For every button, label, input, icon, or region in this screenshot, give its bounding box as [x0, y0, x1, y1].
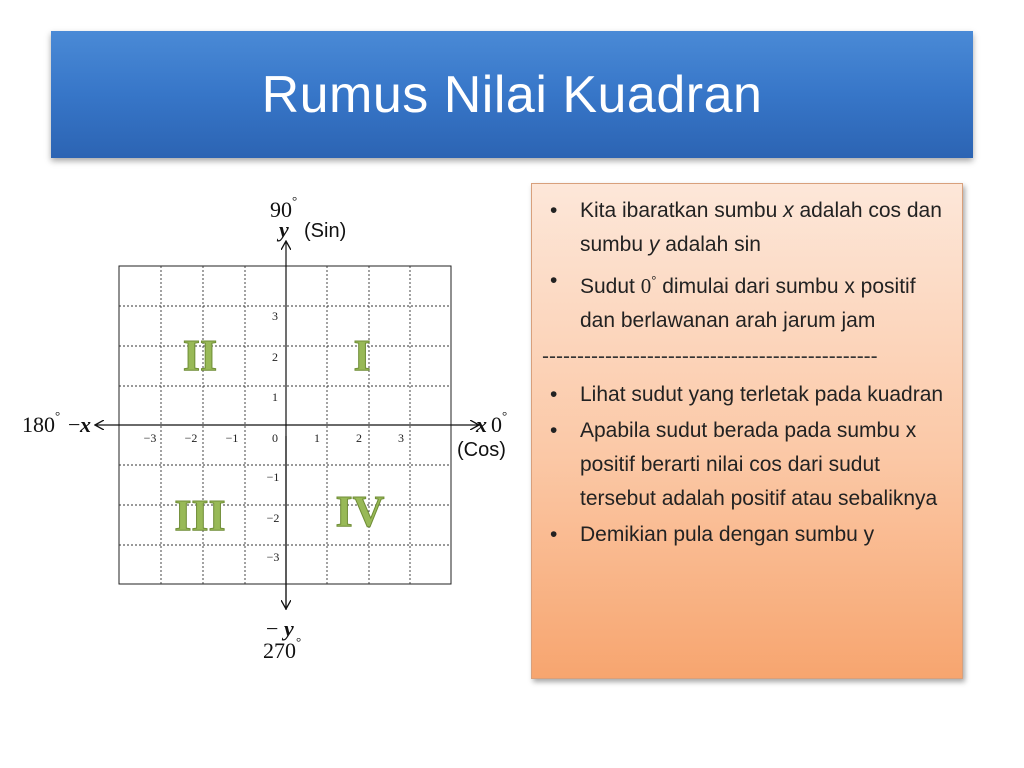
neg-y-minus: − — [266, 616, 279, 641]
quadrant-diagram — [0, 160, 530, 680]
bullet-text: dimulai dari sumbu x positif dan berlawanan arah jarum jam — [580, 275, 916, 332]
bullet-list — [542, 194, 952, 338]
x-tick-3: 3 — [398, 431, 404, 445]
x-tick-neg2: −2 — [184, 431, 198, 445]
neg-x-var: x — [80, 412, 91, 437]
quadrant-label-2: II — [182, 331, 218, 380]
bullet-text: Demikian pula dengan sumbu y — [580, 523, 875, 546]
bullet-text: adalah sin — [659, 233, 761, 256]
x-tick-2: 2 — [356, 431, 362, 445]
x-tick-neg3: −3 — [143, 431, 157, 445]
bullet-text: Apabila sudut berada pada sumbu x positif berarti nilai cos dari sudut tersebut adalah positif atau sebaliknya — [580, 419, 938, 510]
bullet-item-y-axis — [542, 518, 952, 552]
bullet-text-zero: 0 — [640, 274, 652, 298]
bullet-dot: • — [550, 383, 558, 406]
bullet-list-2 — [542, 378, 952, 552]
y-tick-neg1: −1 — [266, 470, 280, 484]
y-axis-var: y — [279, 217, 289, 242]
angle-label-bottom: 270° — [263, 634, 302, 663]
y-tick-1: 1 — [272, 390, 278, 404]
bullet-dot: • — [550, 419, 558, 442]
slide-title: Rumus Nilai Kuadran — [261, 65, 763, 124]
quadrant-label-1: I — [353, 331, 371, 380]
neg-y-var: y — [284, 616, 294, 641]
bullet-dot: • — [550, 269, 558, 292]
bullet-item-zero-angle — [542, 264, 952, 338]
title-bar — [51, 31, 973, 158]
bullet-text-x: x — [783, 199, 794, 222]
x-axis-var: x — [476, 412, 487, 437]
separator-line: ------------------------------------------------ — [542, 345, 878, 368]
bullet-item-axes — [542, 194, 952, 262]
angle-label-right: 0° — [491, 408, 508, 437]
y-tick-2: 2 — [272, 350, 278, 364]
bullet-text-degree: ° — [651, 273, 657, 288]
x-tick-neg1: −1 — [225, 431, 239, 445]
bullet-dot: • — [550, 523, 558, 546]
quadrant-label-3: III — [174, 491, 226, 540]
bullet-text: Lihat sudut yang terletak pada kuadran — [580, 383, 944, 406]
angle-label-top: 90° — [270, 193, 298, 222]
bullet-item-cos-sign — [542, 414, 952, 516]
x-tick-0: 0 — [272, 431, 278, 445]
angle-label-left: 180° — [22, 408, 61, 437]
explanation-panel — [531, 183, 963, 679]
neg-x-minus: − — [68, 412, 81, 437]
cos-label: (Cos) — [457, 439, 506, 461]
bullet-item-quadrant — [542, 378, 952, 412]
bullet-text-y: y — [648, 233, 660, 256]
bullet-text: Kita ibaratkan sumbu — [580, 199, 784, 222]
bullet-dot: • — [550, 199, 558, 222]
bullet-text: Sudut — [580, 275, 641, 298]
y-tick-3: 3 — [272, 309, 278, 323]
y-tick-neg3: −3 — [266, 550, 280, 564]
x-tick-1: 1 — [314, 431, 320, 445]
quadrant-label-4: IV — [335, 487, 385, 536]
sin-label: (Sin) — [304, 220, 347, 242]
y-tick-neg2: −2 — [266, 511, 280, 525]
bullet-text: adalah cos dan sumbu — [580, 199, 942, 256]
coordinate-plane — [0, 160, 530, 680]
